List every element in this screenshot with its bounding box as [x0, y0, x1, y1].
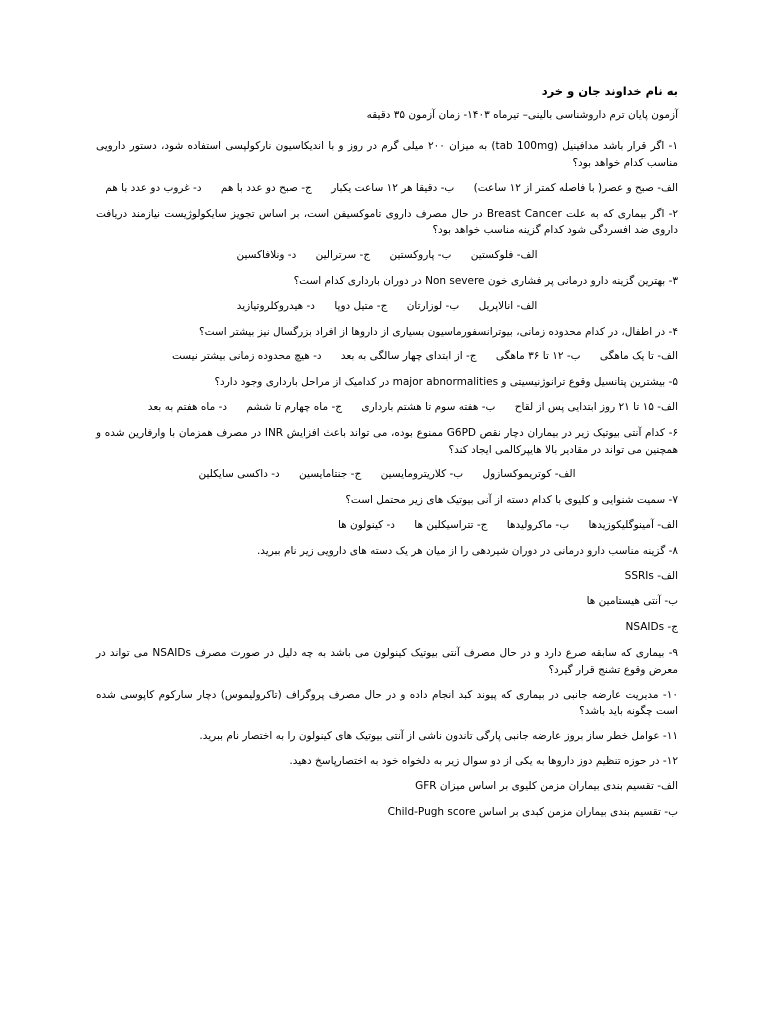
option-b: ب- لوزارتان [406, 299, 460, 312]
option-b: ب- هفته سوم تا هشتم بارداری [361, 400, 496, 413]
question-8-item-b: ب- آنتی هیستامین ها [586, 595, 678, 608]
option-a: الف- انالاپریل [478, 299, 538, 312]
question-12-item-a: الف- تقسیم بندی بیماران مزمن کلیوی بر اساس میزان GFR [415, 779, 678, 792]
question-12: ۱۲- در حوزه تنظیم دوز داروها به یکی از دو سوال زیر به دلخواه خود به اختصارپاسخ دهید. [289, 754, 678, 767]
option-c: ج- از ابتدای چهار سالگی به بعد [340, 350, 477, 363]
option-d: د- هیچ محدوده زمانی بیشتر نیست [172, 350, 322, 363]
option-b: ب- دقیقا هر ۱۲ ساعت یکبار [331, 181, 455, 194]
question-5: ۵- بیشترین پتانسیل وقوع ترانوژنیسیتی و major abnormalities در کدامیک از مراحل بارداری وجود دارد؟ [214, 376, 678, 389]
option-b: ب- پاروکستین [389, 249, 452, 262]
exam-info: آزمون پایان ترم داروشناسی بالینی– تیرماه ۱۴۰۳- زمان آزمون ۳۵ دقیقه [366, 109, 678, 122]
question-9: ۹- بیماری که سابقه صرع دارد و در حال مصرف آنتی بیوتیک کینولون می باشد به چه دلیل در صورت مصرف NSAIDs می تواند در معرض وقوع تشنج قرار گیرد؟ [96, 646, 678, 676]
question-2-options [96, 247, 678, 264]
document-title: به نام خداوند جان و خرد [541, 84, 678, 98]
exam-document [96, 82, 678, 829]
question-1-options [96, 180, 678, 197]
option-a: الف- آمینوگلیکوزیدها [588, 518, 678, 531]
option-a: الف- ۱۵ تا ۲۱ روز ابتدایی پس از لقاح [514, 400, 678, 413]
option-c: ج- سرترالین [315, 249, 371, 262]
question-10: ۱۰- مدیریت عارضه جانبی در بیماری که پیوند کبد انجام داده و در حال مصرف پروگراف (تاکرولیموس) دچار سارکوم کاپوسی شده است چگونه باید باشد؟ [96, 688, 678, 718]
option-a: الف- فلوکستین [470, 249, 538, 262]
question-6-options [96, 466, 678, 483]
question-8: ۸- گزینه مناسب دارو درمانی در دوران شیردهی را از میان هر یک دسته های دارویی زیر نام ببرید. [256, 544, 678, 557]
option-a: الف- کوتریموکسازول [482, 468, 576, 481]
question-4: ۴- در اطفال، در کدام محدوده زمانی، بیوترانسفورماسیون بسیاری از داروها از افراد بزرگسال نیز بیشتر است؟ [199, 325, 678, 338]
option-d: د- غروب دو عدد با هم [105, 181, 202, 194]
question-1: ۱- اگر قرار باشد مدافینیل (tab 100mg) به میزان ۲۰۰ میلی گرم در روز و با اندیکاسیون نارکولپسی استفاده شود، دستور دارویی مناسب کدام خواهد بود؟ [96, 140, 678, 169]
option-d: د- ونلافاکسین [236, 249, 297, 262]
question-8-item-c: ج- NSAIDs [625, 621, 678, 634]
option-b: ب- ماکرولیدها [506, 518, 570, 531]
question-7: ۷- سمیت شنوایی و کلیوی با کدام دسته از آنی بیوتیک های زیر محتمل است؟ [345, 494, 678, 507]
option-d: د- کینولون ها [337, 518, 395, 531]
question-3-options [96, 298, 678, 315]
question-7-options [96, 517, 678, 534]
option-c: ج- صبح دو عدد با هم [220, 181, 312, 194]
option-c: ج- جنتامایسین [299, 468, 362, 481]
option-c: ج- تتراسیکلین ها [414, 518, 488, 531]
question-4-options [96, 348, 678, 365]
question-3: ۳- بهترین گزینه دارو درمانی پر فشاری خون Non severe در دوران بارداری کدام است؟ [293, 274, 678, 287]
question-11: ۱۱- عوامل خطر ساز بروز عارضه جانبی پارگی تاندون ناشی از آنتی بیوتیک های کینولون را به اختصار نام ببرید. [199, 730, 678, 743]
option-c: ج- ماه چهارم تا ششم [246, 400, 343, 413]
question-6: ۶- کدام آنتی بیوتیک زیر در بیماران دچار نقص G6PD ممنوع بوده، می تواند باعث افزایش INR در مصرف همزمان با وارفارین شده و همچنین می تواند در مقادیر بالا هایپرکالمی ایجاد کند؟ [96, 426, 679, 456]
question-12-item-b: ب- تقسیم بندی بیماران مزمن کبدی بر اساس Child-Pugh score [387, 805, 678, 818]
question-5-options [96, 399, 678, 416]
option-d: د- ماه هفتم به بعد [147, 400, 228, 413]
question-2: ۲- اگر بیماری که به علت Breast Cancer در حال مصرف داروی تاموکسیفن است، بر اساس تجویز سایکولوژیست نیازمند دریافت داروی ضد افسردگی شود کدام گزینه مناسب خواهد بود؟ [96, 207, 678, 237]
option-d: د- داکسی سایکلین [198, 468, 280, 481]
option-b: ب- کلاریترومایسین [380, 468, 464, 481]
option-c: ج- متیل دوپا [334, 299, 388, 312]
option-d: د- هیدروکلروتیازید [236, 299, 315, 312]
option-b: ب- ۱۲ تا ۳۶ ماهگی [495, 350, 581, 363]
question-8-item-a: الف- SSRIs [624, 569, 678, 582]
option-a: الف- صبح و عصر( با فاصله کمتر از ۱۲ ساعت) [473, 181, 678, 194]
option-a: الف- تا یک ماهگی [599, 350, 678, 363]
